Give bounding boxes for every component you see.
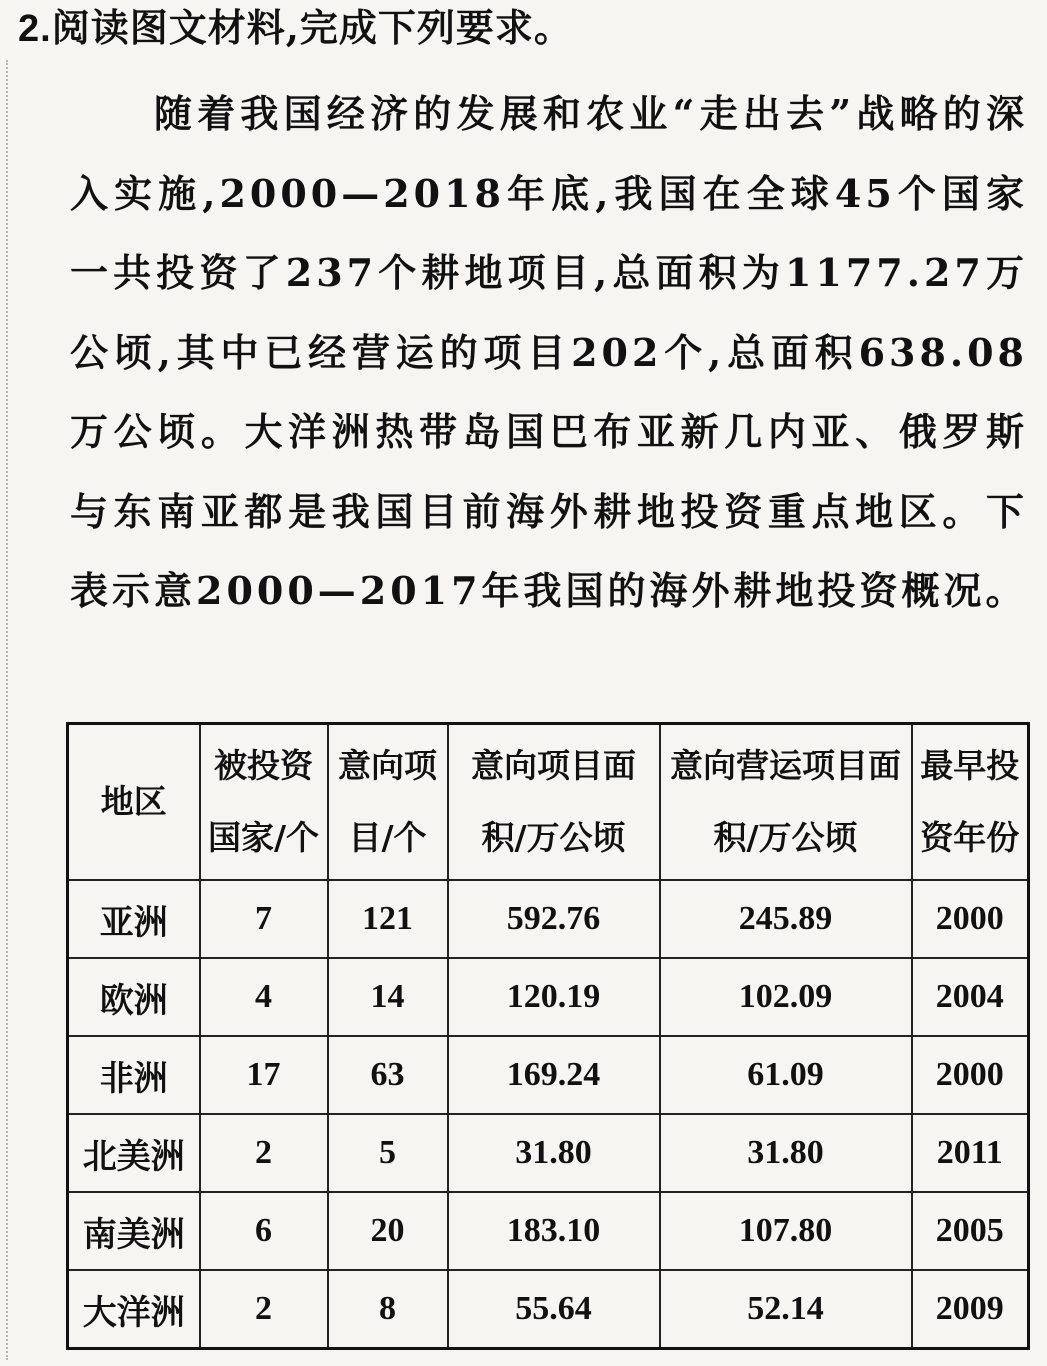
cell-project-area: 120.19	[448, 958, 660, 1036]
cell-operating-area: 245.89	[660, 880, 912, 958]
header-project-area: 意向项目面积/万公顷	[448, 724, 660, 881]
cell-projects: 5	[328, 1114, 448, 1192]
question-title: 阅读图文材料,完成下列要求。	[51, 5, 573, 50]
cell-projects: 14	[328, 958, 448, 1036]
header-projects: 意向项目/个	[328, 724, 448, 881]
table-row	[68, 1192, 1029, 1270]
cell-operating-area: 52.14	[660, 1270, 912, 1349]
table-row	[68, 1114, 1029, 1192]
cell-countries: 2	[200, 1270, 328, 1349]
cell-project-area: 169.24	[448, 1036, 660, 1114]
page-edge-divider	[6, 60, 8, 1360]
cell-region: 非洲	[68, 1036, 200, 1114]
cell-project-area: 183.10	[448, 1192, 660, 1270]
header-countries: 被投资国家/个	[200, 724, 328, 881]
cell-region: 亚洲	[68, 880, 200, 958]
cell-countries: 2	[200, 1114, 328, 1192]
cell-countries: 17	[200, 1036, 328, 1114]
cell-countries: 4	[200, 958, 328, 1036]
cell-operating-area: 61.09	[660, 1036, 912, 1114]
table-row	[68, 880, 1029, 958]
cell-region: 北美洲	[68, 1114, 200, 1192]
cell-project-area: 592.76	[448, 880, 660, 958]
cell-operating-area: 107.80	[660, 1192, 912, 1270]
reading-passage: 随着我国经济的发展和农业“走出去”战略的深入实施,2000—2018年底,我国在全球45个国家一共投资了237个耕地项目,总面积为1177.27万公顷,其中已经营运的项目202个,总面积638.08万公顷。大洋洲热带岛国巴布亚新几内亚、俄罗斯与东南亚都是我国目前海外耕地投资重点地区。下表示意2000—2017年我国的海外耕地投资概况。	[70, 91, 1028, 613]
investment-table-container	[66, 722, 1030, 1350]
question-heading	[18, 2, 573, 55]
cell-earliest-year: 2011	[912, 1114, 1029, 1192]
cell-earliest-year: 2000	[912, 880, 1029, 958]
header-region: 地区	[68, 724, 200, 881]
cell-region: 欧洲	[68, 958, 200, 1036]
cell-projects: 63	[328, 1036, 448, 1114]
cell-project-area: 31.80	[448, 1114, 660, 1192]
table-row	[68, 1270, 1029, 1349]
investment-table	[66, 722, 1030, 1350]
question-number: 2.	[18, 8, 52, 50]
header-earliest-year: 最早投资年份	[912, 724, 1029, 881]
header-operating-area: 意向营运项目面积/万公顷	[660, 724, 912, 881]
cell-projects: 20	[328, 1192, 448, 1270]
cell-project-area: 55.64	[448, 1270, 660, 1349]
cell-earliest-year: 2004	[912, 958, 1029, 1036]
table-header-row	[68, 724, 1029, 881]
cell-region: 大洋洲	[68, 1270, 200, 1349]
table-row	[68, 1036, 1029, 1114]
cell-region: 南美洲	[68, 1192, 200, 1270]
cell-countries: 7	[200, 880, 328, 958]
cell-projects: 121	[328, 880, 448, 958]
cell-countries: 6	[200, 1192, 328, 1270]
cell-earliest-year: 2009	[912, 1270, 1029, 1349]
table-row	[68, 958, 1029, 1036]
cell-projects: 8	[328, 1270, 448, 1349]
cell-operating-area: 31.80	[660, 1114, 912, 1192]
cell-earliest-year: 2000	[912, 1036, 1029, 1114]
cell-operating-area: 102.09	[660, 958, 912, 1036]
cell-earliest-year: 2005	[912, 1192, 1029, 1270]
